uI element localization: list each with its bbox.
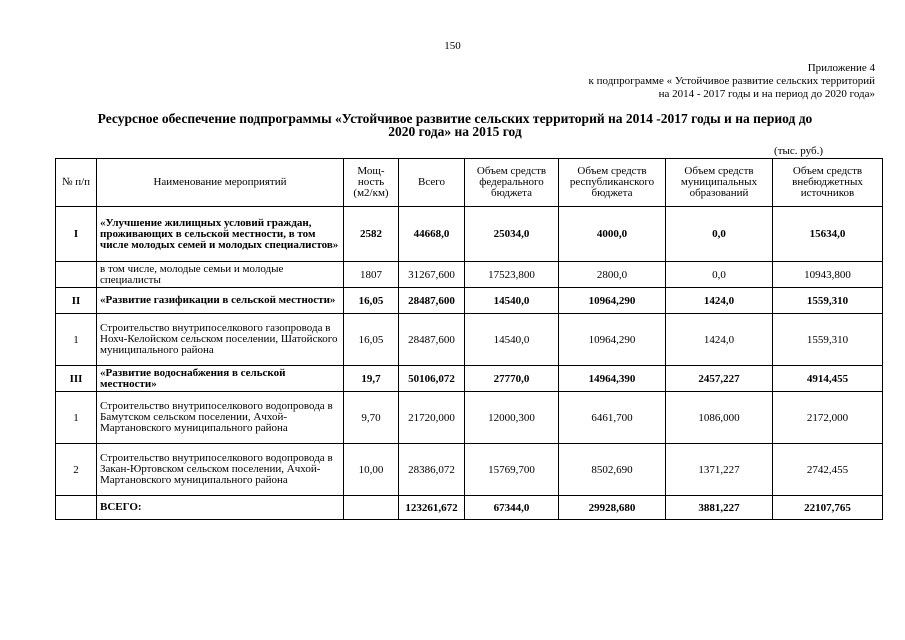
cell-name: Строительство внутрипоселкового водопровода в Закан-Юртовском сельском поселении, Ачхой-Мартановского муниципального района [97,444,344,496]
cell-municipal: 3881,227 [666,496,773,520]
cell-capacity: 10,00 [344,444,399,496]
cell-capacity [344,496,399,520]
cell-republic: 2800,0 [559,262,666,288]
cell-capacity: 16,05 [344,288,399,314]
appendix-line-1: Приложение 4 [807,62,875,74]
cell-num: 1 [56,392,97,444]
cell-republic: 10964,290 [559,314,666,366]
appendix-note [589,62,875,101]
cell-municipal: 0,0 [666,207,773,262]
cell-municipal: 0,0 [666,262,773,288]
page-number: 150 [444,40,461,52]
cell-republic: 29928,680 [559,496,666,520]
table-row [56,288,883,314]
cell-federal: 25034,0 [465,207,559,262]
document-title [40,112,870,138]
cell-municipal: 1371,227 [666,444,773,496]
header-total: Всего [399,159,465,207]
cell-extra: 1559,310 [773,314,883,366]
cell-republic: 14964,390 [559,366,666,392]
header-capacity: Мощ-ность (м2/км) [344,159,399,207]
cell-total: 28487,600 [399,288,465,314]
title-line-2: 2020 года» на 2015 год [388,124,522,139]
cell-capacity: 19,7 [344,366,399,392]
cell-extra: 15634,0 [773,207,883,262]
cell-capacity: 2582 [344,207,399,262]
cell-capacity: 16,05 [344,314,399,366]
cell-name: Строительство внутрипоселкового газопровода в Нохч-Келойском сельском поселении, Шатойского муниципального района [97,314,344,366]
table-header-row [56,159,883,207]
cell-total: 28386,072 [399,444,465,496]
cell-name: «Развитие газификации в сельской местности» [97,288,344,314]
cell-extra: 22107,765 [773,496,883,520]
cell-extra: 4914,455 [773,366,883,392]
table-row [56,207,883,262]
header-municipal: Объем средств муниципальных образований [666,159,773,207]
units-label: (тыс. руб.) [774,145,823,157]
cell-federal: 15769,700 [465,444,559,496]
cell-total: 50106,072 [399,366,465,392]
cell-name: «Развитие водоснабжения в сельской местности» [97,366,344,392]
header-num: № п/п [56,159,97,207]
header-extra: Объем средств внебюджетных источников [773,159,883,207]
cell-municipal: 1086,000 [666,392,773,444]
header-republic: Объем средств республиканского бюджета [559,159,666,207]
cell-capacity: 9,70 [344,392,399,444]
header-federal: Объем средств федерального бюджета [465,159,559,207]
cell-total: 21720,000 [399,392,465,444]
cell-total: 28487,600 [399,314,465,366]
cell-extra: 10943,800 [773,262,883,288]
cell-federal: 12000,300 [465,392,559,444]
appendix-line-3: на 2014 - 2017 годы и на период до 2020 года» [658,88,875,100]
cell-municipal: 1424,0 [666,288,773,314]
totals-label: ВСЕГО: [97,496,344,520]
cell-federal: 14540,0 [465,314,559,366]
table-row [56,314,883,366]
cell-republic: 6461,700 [559,392,666,444]
cell-municipal: 2457,227 [666,366,773,392]
cell-name: в том числе, молодые семьи и молодые специалисты [97,262,344,288]
totals-row [56,496,883,520]
cell-capacity: 1807 [344,262,399,288]
table-row [56,366,883,392]
cell-num: I [56,207,97,262]
cell-extra: 2172,000 [773,392,883,444]
cell-name: Строительство внутрипоселкового водопровода в Бамутском сельском поселении, Ачхой-Мартановского муниципального района [97,392,344,444]
cell-name: «Улучшение жилищных условий граждан, проживающих в сельской местности, в том числе молодых семей и молодых специалистов» [97,207,344,262]
cell-republic: 10964,290 [559,288,666,314]
cell-republic: 8502,690 [559,444,666,496]
cell-federal: 17523,800 [465,262,559,288]
cell-federal: 14540,0 [465,288,559,314]
cell-num: 1 [56,314,97,366]
cell-total: 123261,672 [399,496,465,520]
cell-federal: 67344,0 [465,496,559,520]
cell-extra: 1559,310 [773,288,883,314]
cell-total: 31267,600 [399,262,465,288]
cell-extra: 2742,455 [773,444,883,496]
cell-num [56,496,97,520]
cell-total: 44668,0 [399,207,465,262]
cell-num: III [56,366,97,392]
appendix-line-2: к подпрограмме « Устойчивое развитие сельских территорий [588,75,875,87]
resource-table [55,158,883,520]
table-row [56,392,883,444]
cell-num: 2 [56,444,97,496]
title-line-1: Ресурсное обеспечение подпрограммы «Устойчивое развитие сельских территорий на 2014 -2017 годы и на период до [97,111,813,126]
table-row [56,444,883,496]
table-row [56,262,883,288]
header-name: Наименование мероприятий [97,159,344,207]
cell-num [56,262,97,288]
cell-federal: 27770,0 [465,366,559,392]
cell-municipal: 1424,0 [666,314,773,366]
cell-republic: 4000,0 [559,207,666,262]
cell-num: II [56,288,97,314]
